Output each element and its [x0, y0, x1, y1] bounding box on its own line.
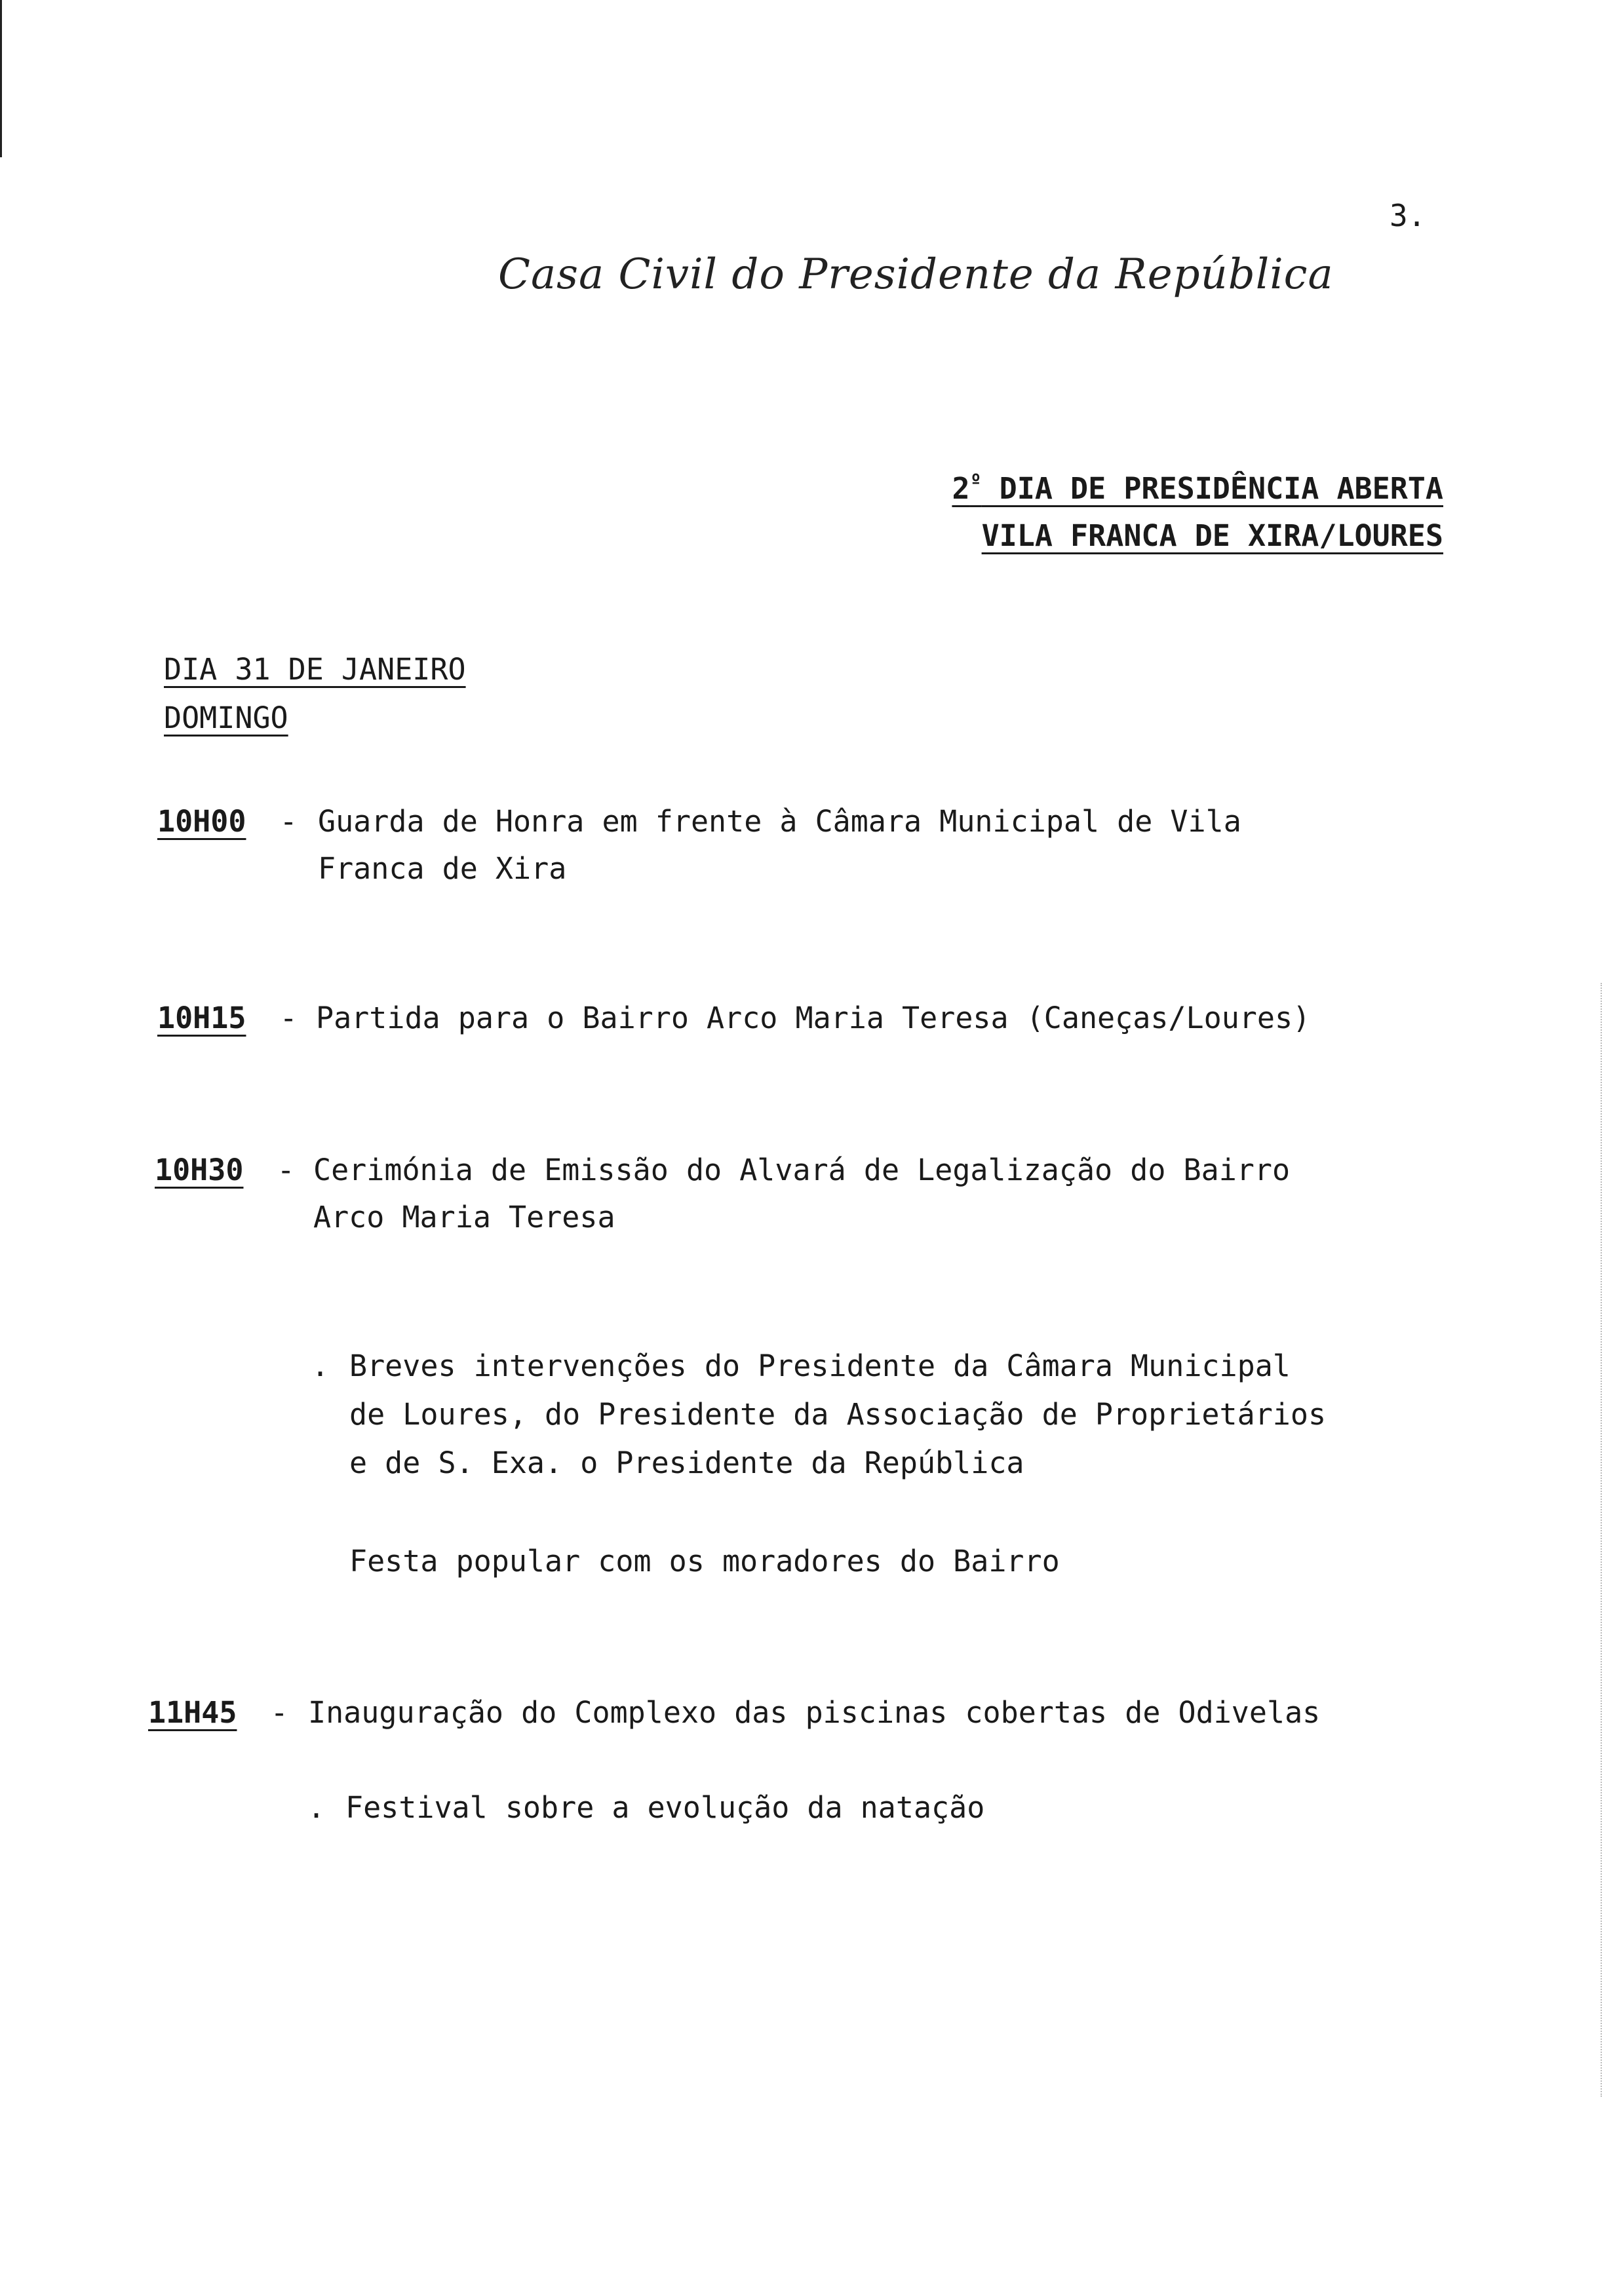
list-item-line: Festival sobre a evolução da natação	[345, 1790, 985, 1825]
list-item-line: Breves intervenções do Presidente da Câmara Municipal	[349, 1349, 1291, 1383]
scan-edge-line	[0, 0, 2, 157]
entry-dash: -	[279, 1001, 298, 1035]
entry-line: Inauguração do Complexo das piscinas cobertas de Odivelas	[308, 1695, 1321, 1730]
list-item	[311, 1342, 1327, 1487]
list-item-line: e de S. Exa. o Presidente da República	[349, 1445, 1024, 1480]
entry-time: 11H45	[148, 1695, 237, 1730]
bullet: .	[311, 1349, 330, 1383]
heading-line-1	[952, 459, 1443, 512]
list-item-line: de Loures, do Presidente da Associação de Proprietários	[349, 1397, 1327, 1432]
list-item	[349, 1537, 1060, 1586]
heading-ordinal: 2	[952, 471, 970, 506]
schedule-entry	[148, 1689, 1321, 1736]
schedule-entry	[157, 995, 1311, 1042]
entry-text	[308, 1689, 1320, 1736]
entry-line: Partida para o Bairro Arco Maria Teresa (Caneças/Loures)	[316, 1001, 1311, 1035]
scan-edge-dots	[1599, 983, 1602, 2097]
list-item-line: Festa popular com os moradores do Bairro	[349, 1544, 1060, 1578]
schedule-entry	[155, 1147, 1291, 1234]
list-item	[307, 1784, 985, 1832]
entry-line: Franca de Xira	[318, 851, 567, 886]
entry-text	[318, 798, 1241, 892]
entry-text	[316, 995, 1310, 1042]
entry-line: Guarda de Honra em frente à Câmara Municipal de Vila	[318, 804, 1241, 839]
entry-time: 10H30	[155, 1153, 244, 1187]
heading-line-2: VILA FRANCA DE XIRA/LOURES	[981, 518, 1443, 553]
heading-title: DIA DE PRESIDÊNCIA ABERTA	[981, 471, 1443, 506]
entry-dash: -	[277, 1153, 295, 1187]
date-weekday: DOMINGO	[164, 700, 288, 735]
entry-line: Cerimónia de Emissão do Alvará de Legalização do Bairro	[313, 1153, 1291, 1187]
entry-text	[313, 1147, 1290, 1241]
heading-ordinal-sup: º	[969, 470, 982, 493]
bullet: .	[307, 1790, 326, 1825]
page-number: 3.	[1390, 198, 1426, 233]
entry-time: 10H15	[157, 1001, 246, 1035]
date-day: DIA 31 DE JANEIRO	[164, 652, 466, 687]
entry-dash: -	[270, 1695, 288, 1730]
entry-dash: -	[279, 804, 298, 839]
letterhead: Casa Civil do Presidente da República	[498, 250, 1334, 299]
entry-time: 10H00	[157, 804, 246, 839]
entry-line: Arco Maria Teresa	[313, 1200, 615, 1234]
date-block	[164, 645, 466, 742]
schedule-entry	[157, 798, 1241, 886]
heading-block	[952, 459, 1443, 560]
